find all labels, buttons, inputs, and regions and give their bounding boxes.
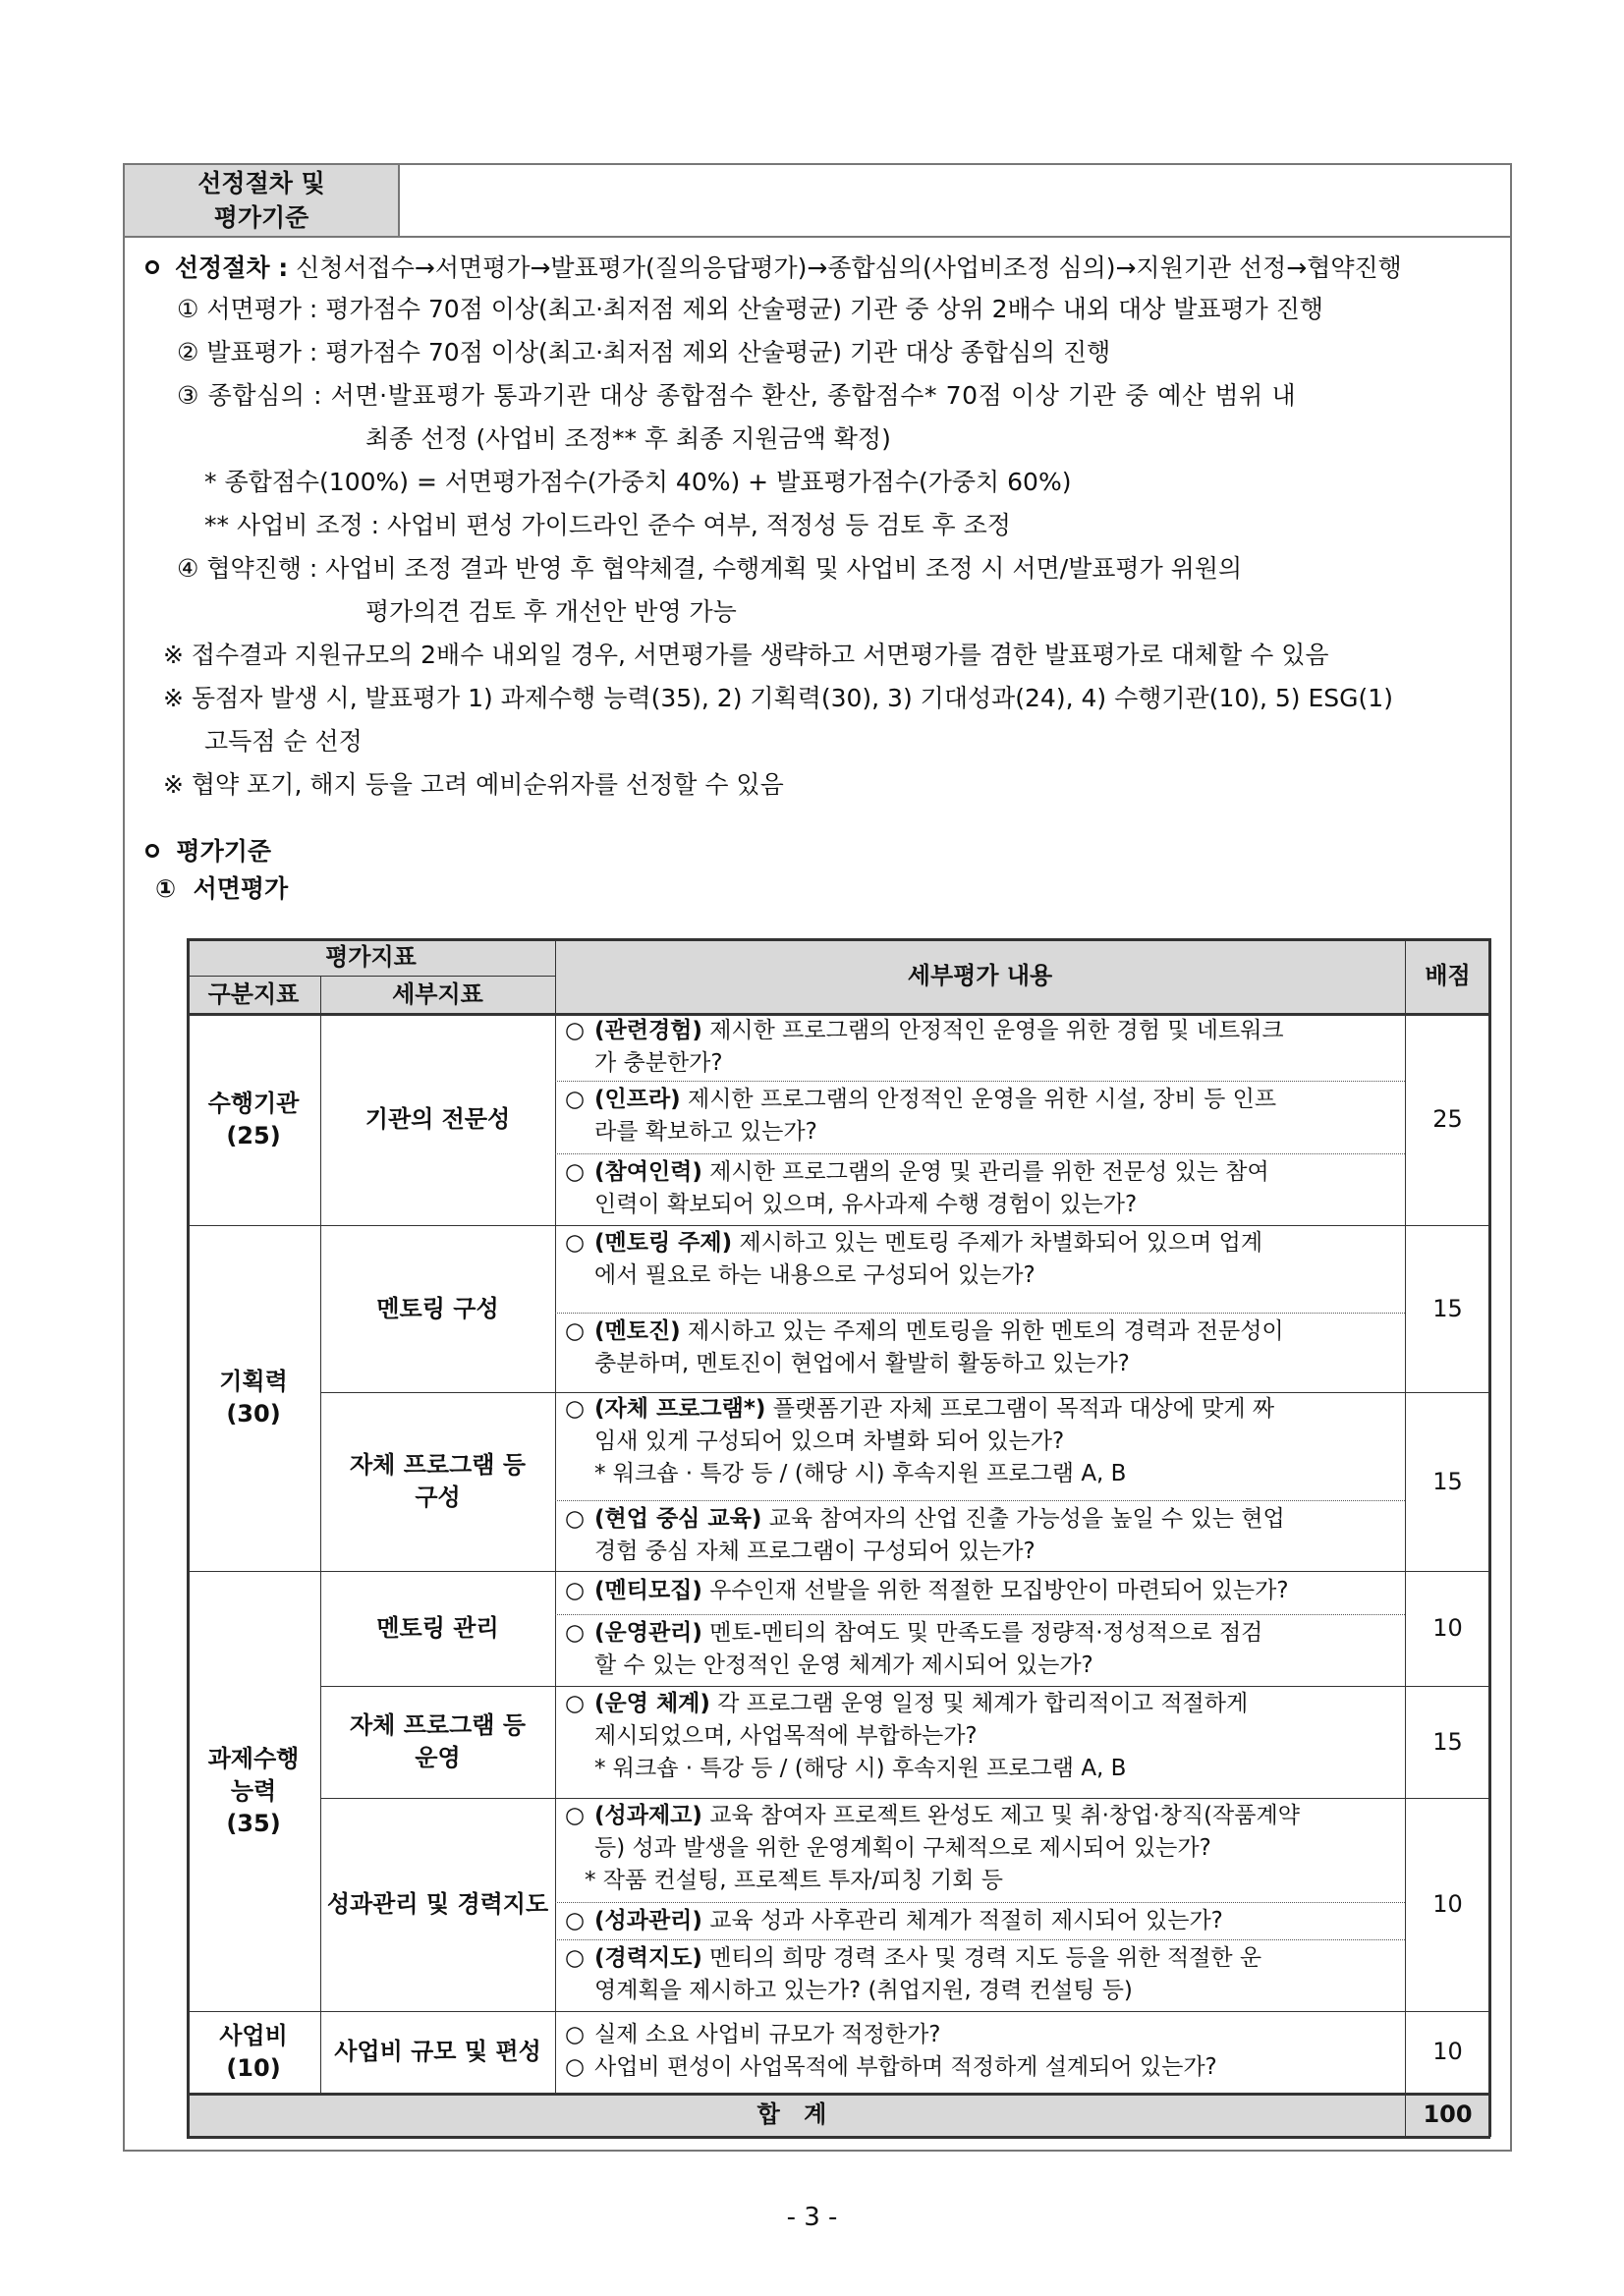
criteria-item: ○ (참여인력) 제시한 프로그램의 운영 및 관리를 위한 전문성 있는 참여 인력이 확보되어 있으며, 유사과제 수행 경험이 있는가? <box>565 1159 1269 1217</box>
page-number: - 3 - <box>786 2203 838 2232</box>
criteria-item: ○ (운영관리) 멘토-멘티의 참여도 및 만족도를 정량적·정성적으로 점검 할 수 있는 안정적인 운영 체계가 제시되어 있는가? <box>565 1620 1263 1678</box>
step-4-cont: 평가의견 검토 후 개선안 반영 가능 <box>365 597 737 626</box>
step-3-cont: 최종 선정 (사업비 조정** 후 최종 지원금액 확정) <box>365 424 891 453</box>
criteria-item: ○ 사업비 편성이 사업목적에 부합하며 적정하게 설계되어 있는가? <box>565 2054 1217 2080</box>
evaluation-table <box>187 938 1490 2137</box>
note-2-cont: 고득점 순 선정 <box>204 727 363 756</box>
step-1: ① 서면평가 : 평가점수 70점 이상(최고·최저점 제외 산술평균) 기관 중 상위 2배수 내외 대상 발표평가 진행 <box>177 295 1324 323</box>
bullet-icon <box>145 844 159 858</box>
criteria-item: ○ (현업 중심 교육) 교육 참여자의 산업 진출 가능성을 높일 수 있는 현업 경험 중심 자체 프로그램이 구성되어 있는가? <box>565 1506 1285 1564</box>
criteria-heading: 평가기준 <box>145 835 271 868</box>
score-cell: 10 <box>1432 1614 1463 1642</box>
header-score: 배점 <box>1425 962 1471 989</box>
score-cell: 10 <box>1432 1890 1463 1918</box>
criteria-item: ○ (멘토링 주제) 제시하고 있는 멘토링 주제가 차별화되어 있으며 업계 에서 필요로 하는 내용으로 구성되어 있는가? <box>565 1230 1263 1288</box>
note-double-star: ** 사업비 조정 : 사업비 편성 가이드라인 준수 여부, 적정성 등 검토 후 조정 <box>204 511 1011 539</box>
header-content: 세부평가 내용 <box>907 962 1053 989</box>
note-2: ※ 동점자 발생 시, 발표평가 1) 과제수행 능력(35), 2) 기획력(30), 3) 기대성과(24), 4) 수행기관(10), 5) ESG(1) <box>163 684 1393 712</box>
category-agency: 수행기관 (25) <box>207 1089 300 1149</box>
detail-mentoring-management: 멘토링 관리 <box>376 1614 499 1642</box>
total-label: 합 계 <box>756 2100 835 2128</box>
section-header-cell <box>125 165 400 238</box>
category-budget: 사업비 (10) <box>219 2021 288 2082</box>
score-cell: 15 <box>1432 1294 1463 1322</box>
criteria-item: ○ (운영 체계) 각 프로그램 운영 일정 및 체계가 합리적이고 적절하게 제시되었으며, 사업목적에 부합하는가? * 워크숍 · 특강 등 / (해당 시) 후속지원 프로그램 A, B <box>565 1691 1249 1781</box>
header-line2: 평가기준 <box>213 203 309 232</box>
step-2: ② 발표평가 : 평가점수 70점 이상(최고·최저점 제외 산술평균) 기관 대상 종합심의 진행 <box>177 338 1111 366</box>
header-detail: 세부지표 <box>392 980 483 1008</box>
procedure-flow: 신청서접수→서면평가→발표평가(질의응답평가)→종합심의(사업비조정 심의)→지원기관 선정→협약진행 <box>296 253 1402 282</box>
detail-mentoring-composition: 멘토링 구성 <box>376 1294 499 1322</box>
score-cell: 25 <box>1432 1105 1463 1133</box>
step-3: ③ 종합심의 : 서면·발표평가 통과기관 대상 종합점수 환산, 종합점수* 70점 이상 기관 중 예산 범위 내 <box>177 381 1297 410</box>
score-cell: 10 <box>1432 2038 1463 2065</box>
detail-program-operation: 자체 프로그램 등 운영 <box>350 1711 526 1771</box>
score-cell: 15 <box>1432 1467 1463 1495</box>
category-planning: 기획력 (30) <box>219 1368 288 1428</box>
note-star: * 종합점수(100%) = 서면평가점수(가중치 40%) + 발표평가점수(가중치 60%) <box>204 468 1072 496</box>
category-execution: 과제수행 능력 (35) <box>207 1744 300 1837</box>
score-cell: 15 <box>1432 1727 1463 1756</box>
written-eval-heading: ① 서면평가 <box>155 874 289 903</box>
criteria-item: ○ (경력지도) 멘티의 희망 경력 조사 및 경력 지도 등을 위한 적절한 운 영계획을 제시하고 있는가? (취업지원, 경력 컨설팅 등) <box>565 1945 1262 2003</box>
detail-expertise: 기관의 전문성 <box>364 1105 511 1133</box>
detail-budget-scale: 사업비 규모 및 편성 <box>334 2038 541 2065</box>
total-score: 100 <box>1423 2100 1473 2128</box>
criteria-item: ○ (자체 프로그램*) 플랫폼기관 자체 프로그램이 목적과 대상에 맞게 짜 임새 있게 구성되어 있으며 차별화 되어 있는가? * 워크숍 · 특강 등 / (해당 시) 후속지원 프로그램 A, B <box>565 1396 1275 1486</box>
bullet-icon <box>145 260 159 274</box>
criteria-item: ○ 실제 소요 사업비 규모가 적정한가? <box>565 2022 941 2047</box>
criteria-item: ○ (인프라) 제시한 프로그램의 안정적인 운영을 위한 시설, 장비 등 인프 라를 확보하고 있는가? <box>565 1087 1277 1145</box>
criteria-item: ○ (멘토진) 제시하고 있는 주제의 멘토링을 위한 멘토의 경력과 전문성이 충분하며, 멘토진이 현업에서 활발히 활동하고 있는가? <box>565 1318 1284 1376</box>
criteria-item: ○ (멘티모집) 우수인재 선발을 위한 적절한 모집방안이 마련되어 있는가? <box>565 1578 1289 1603</box>
criteria-item: ○ (관련경험) 제시한 프로그램의 안정적인 운영을 위한 경험 및 네트워크 가 충분한가? <box>565 1018 1284 1076</box>
procedure-title: 선정절차 : <box>174 253 289 282</box>
note-1: ※ 접수결과 지원규모의 2배수 내외일 경우, 서면평가를 생략하고 서면평가를 겸한 발표평가로 대체할 수 있음 <box>163 641 1329 669</box>
header-divider <box>400 236 1510 238</box>
criteria-item: ○ (성과제고) 교육 참여자 프로젝트 완성도 제고 및 취·창업·창직(작품계약 등) 성과 발생을 위한 운영계획이 구체적으로 제시되어 있는가? * 작품 컨설팅, 프로젝트 투자/피칭 기회 등 <box>565 1803 1300 1893</box>
header-indicator: 평가지표 <box>325 942 417 971</box>
criteria-item: ○ (성과관리) 교육 성과 사후관리 체계가 적절히 제시되어 있는가? <box>565 1908 1223 1933</box>
procedure-line <box>145 252 1402 285</box>
detail-program-composition: 자체 프로그램 등 구성 <box>350 1451 526 1511</box>
note-3: ※ 협약 포기, 해지 등을 고려 예비순위자를 선정할 수 있음 <box>163 770 784 799</box>
header-category: 구분지표 <box>207 980 300 1008</box>
step-4: ④ 협약진행 : 사업비 조정 결과 반영 후 협약체결, 수행계획 및 사업비 조정 시 서면/발표평가 위원의 <box>177 554 1243 583</box>
detail-outcome-management: 성과관리 및 경력지도 <box>326 1890 549 1918</box>
header-line1: 선정절차 및 <box>197 169 325 197</box>
